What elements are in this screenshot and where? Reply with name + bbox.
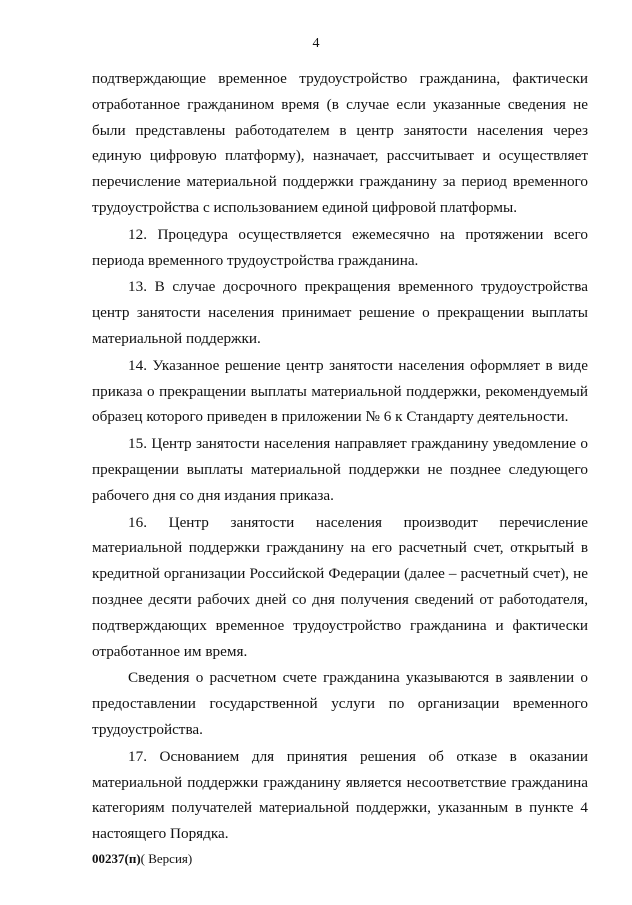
document-version: ( Версия)	[140, 851, 193, 866]
page-number: 4	[312, 36, 320, 51]
paragraph-14: 14. Указанное решение центр занятости населения оформляет в виде приказа о прекращении выплаты материальной поддержки, рекомендуемый образец которого приведен в приложении № 6 к Стандарту деятельности.	[92, 356, 588, 426]
paragraph-17: 17. Основанием для принятия решения об отказе в оказании материальной поддержки гражданину является несоответствие гражданина категориям получателей материальной поддержки, указанным в пункте 4 настоящего Порядка.	[92, 747, 588, 843]
document-footer	[92, 851, 192, 867]
paragraph-15: 15. Центр занятости населения направляет гражданину уведомление о прекращении выплаты материальной поддержки не позднее следующего рабочего дня со дня издания приказа.	[92, 435, 588, 504]
paragraph-16-account-info: Сведения о расчетном счете гражданина указываются в заявлении о предоставлении государственной услуги по организации временного трудоустройства.	[92, 669, 588, 738]
paragraph-16: 16. Центр занятости населения производит перечисление материальной поддержки гражданину на его расчетный счет, открытый в кредитной организации Российской Федерации (далее – расчетный счет), не позднее десяти рабочих дней со дня получения сведений от работодателя, подтверждающих временное трудоустройство гражданина и фактически отработанное им время.	[92, 513, 588, 660]
document-body	[92, 66, 588, 847]
paragraph-13: 13. В случае досрочного прекращения временного трудоустройства центр занятости населения принимает решение о прекращении выплаты материальной поддержки.	[92, 278, 588, 347]
paragraph-continuation: подтверждающие временное трудоустройство гражданина, фактически отработанное гражданином время (в случае если указанные сведения не были представлены работодателем в центр занятости населения через единую цифровую платформу), назначает, рассчитывает и осуществляет перечисление материальной поддержки гражданину за период временного трудоустройства с использованием единой цифровой платформы.	[92, 70, 588, 216]
paragraph-12: 12. Процедура осуществляется ежемесячно на протяжении всего периода временного трудоустройства гражданина.	[92, 225, 588, 269]
document-code: 00237(п)	[92, 851, 141, 866]
